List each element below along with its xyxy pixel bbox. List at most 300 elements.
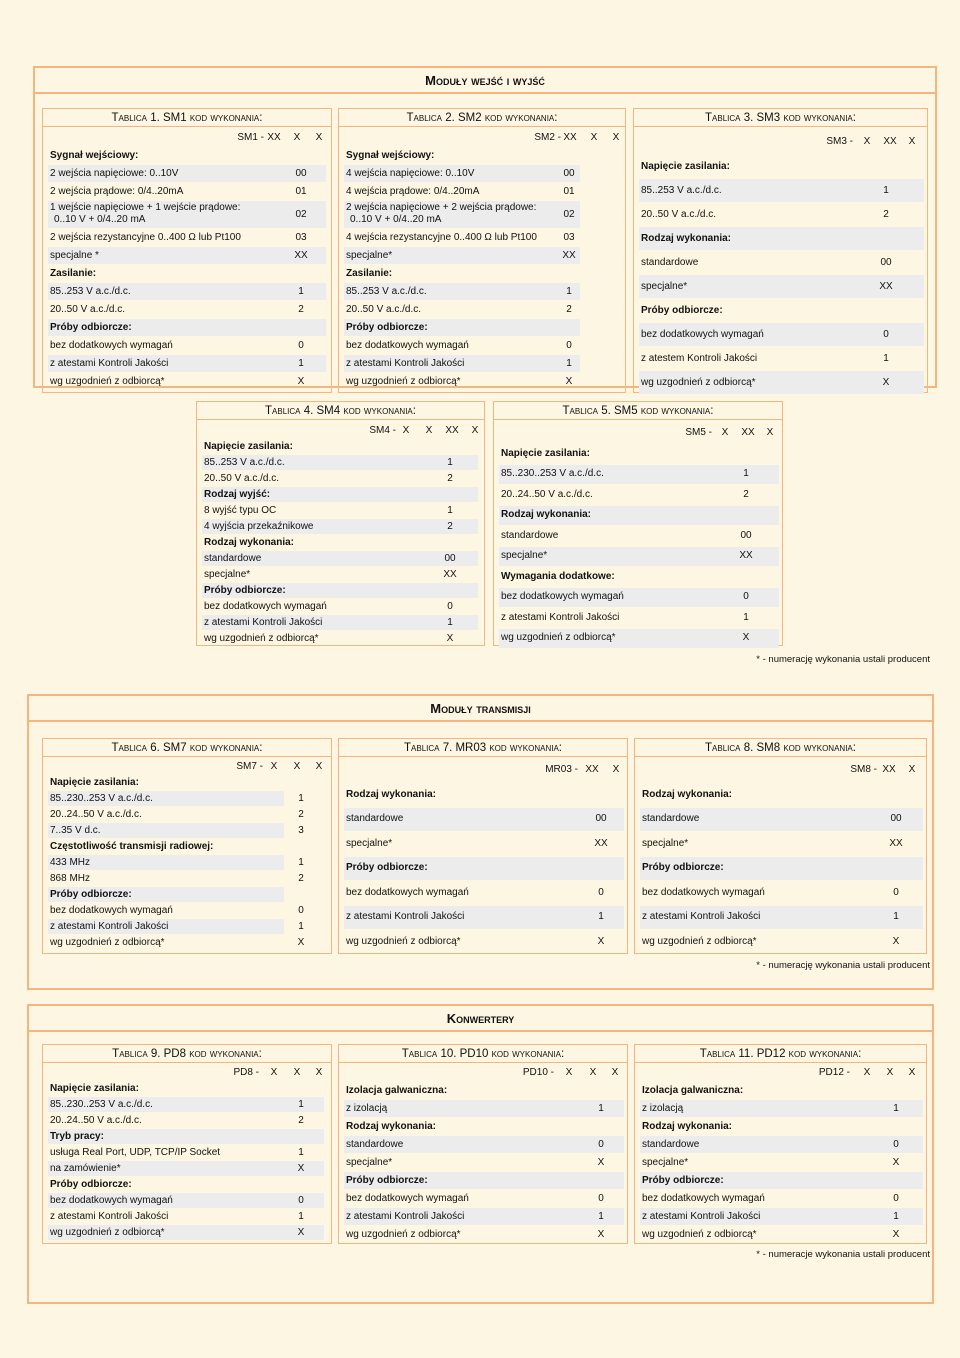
row-value: 1 [743,468,749,480]
code-row [339,761,629,779]
table-row [640,1190,923,1207]
row-label: specjalne * [50,249,99,261]
row-heading [202,439,478,454]
row-label: Próby odbiorcze: [642,862,724,874]
row-value: X [565,375,573,387]
table-row [344,355,580,372]
row-heading [640,1172,923,1189]
row-label: 85..253 V a.c./d.c. [346,285,427,297]
row-value: 1 [298,856,304,868]
code-position: X [863,1067,871,1078]
table-row [639,203,924,226]
row-label: Zasilanie: [346,267,393,279]
table-row [202,503,478,518]
table-row [48,301,326,318]
table-row [639,275,924,298]
row-label: Próby odbiorcze: [50,321,132,333]
table-title: Tablica 7. MR03 kod wykonania: [339,739,627,757]
row-value: 1 [598,1102,604,1114]
row-label: Rodzaj wykonania: [641,232,732,244]
row-value: 0 [298,1194,304,1206]
table-row [640,1226,923,1243]
code-position: X [565,1067,573,1078]
row-label: Tryb pracy: [50,1130,104,1142]
row-value: 00 [444,552,456,564]
table-row [639,371,924,394]
table-row [344,1208,624,1225]
table-row [344,1190,624,1207]
row-label: Napięcie zasilania: [50,776,139,788]
table-t6 [42,738,332,954]
table-title: Tablica 4. SM4 kod wykonania: [197,402,484,420]
table-row [344,930,624,954]
row-value: 0 [598,1192,604,1204]
row-label: Próby odbiorcze: [204,584,286,596]
row-label: standardowe [346,813,404,825]
row-label: 20..24..50 V a.c./d.c. [501,488,593,500]
row-label: 85..253 V a.c./d.c. [50,285,131,297]
code-label: SM1 - [237,132,264,143]
table-row [344,808,624,832]
table-row [344,201,580,228]
row-label: 1 wejście napięciowe + 1 wejście prądowe: [50,202,241,213]
table-title: Tablica 9. PD8 kod wykonania: [43,1045,331,1063]
row-label: specjalne* [641,280,688,292]
code-position: XX [445,425,459,436]
row-label: 2 wejścia prądowe: 0/4..20mA [50,185,184,197]
table-row [48,903,304,918]
row-label: Wymagania dodatkowe: [501,570,615,582]
row-value: 3 [298,824,304,836]
row-label: standardowe [501,529,559,541]
row-label: 85..253 V a.c./d.c. [641,184,722,196]
row-value: X [297,375,305,387]
table-row [48,247,326,264]
row-value: X [892,935,900,947]
row-value: 0 [598,1138,604,1150]
table-title: Tablica 6. SM7 kod wykonania: [43,739,331,757]
code-label: SM7 - [236,761,263,772]
row-label: bez dodatkowych wymagań [346,1192,469,1204]
table-t10 [338,1044,628,1244]
code-position: X [590,132,598,143]
row-label: z atestami Kontroli Jakości [501,611,620,623]
row-value: 03 [563,231,575,243]
row-label: bez dodatkowych wymagań [346,886,469,898]
row-value: 01 [295,185,307,197]
row-label: 20..50 V a.c./d.c. [50,303,126,315]
row-value: 00 [890,813,902,825]
table-row [499,547,779,567]
row-value: 00 [563,167,575,179]
row-value: 1 [447,616,453,628]
row-label: z izolacją [346,1102,388,1114]
row-label: Próby odbiorcze: [50,888,132,900]
row-label: wg uzgodnień z odbiorcą* [346,1228,461,1240]
code-position: XX [563,132,577,143]
code-position: X [315,1067,323,1078]
table-row [499,629,779,649]
row-value: 1 [743,611,749,623]
row-label: usługa Real Port, UDP, TCP/IP Socket [50,1146,221,1158]
code-row [634,133,929,151]
row-value: 2 [298,808,304,820]
table-row [640,1100,923,1117]
row-value: 1 [893,1102,899,1114]
table-row [344,1136,624,1153]
table-row [48,791,304,806]
row-heading [48,1177,324,1192]
row-heading [48,265,326,282]
row-value: 00 [740,529,752,541]
row-value: XX [879,280,893,292]
code-position: X [908,136,916,147]
row-label: z atestami Kontroli Jakości [642,911,761,923]
row-value: X [892,1156,900,1168]
code-position: XX [883,136,897,147]
row-label: bez dodatkowych wymagań [50,339,173,351]
row-value: 1 [598,1210,604,1222]
code-position: X [611,1067,619,1078]
row-heading [344,265,580,282]
table-row [640,930,923,954]
row-heading [344,783,624,807]
row-label: specjalne* [642,837,689,849]
row-label: Próby odbiorcze: [50,1178,132,1190]
row-heading [48,839,284,854]
row-label: Rodzaj wykonania: [642,1120,733,1132]
row-value: 2 [298,1114,304,1126]
row-label: wg uzgodnień z odbiorcą* [501,632,616,644]
row-value: X [597,1156,605,1168]
row-value: 1 [298,1210,304,1222]
row-label: 20..24..50 V a.c./d.c. [50,1114,142,1126]
row-value: 1 [298,1146,304,1158]
row-value: 2 [447,520,453,532]
row-label: Próby odbiorcze: [642,1174,724,1186]
row-label: na zamówienie* [50,1162,121,1174]
row-heading [48,775,284,790]
table-row [639,347,924,370]
row-label: wg uzgodnień z odbiorcą* [642,1228,757,1240]
table-row [640,881,923,905]
row-label: bez dodatkowych wymagań [642,1192,765,1204]
row-label: Sygnał wejściowy: [346,149,435,161]
row-heading [639,227,924,250]
row-value: 0 [566,339,572,351]
row-value: 03 [295,231,307,243]
table-row [48,1161,324,1176]
code-position: X [908,764,916,775]
table-title: Tablica 2. SM2 kod wykonania: [339,109,625,127]
code-position: XX [741,427,755,438]
row-heading [344,1082,624,1099]
code-position: X [908,1067,916,1078]
code-row [43,129,333,147]
row-label: specjalne* [346,1156,393,1168]
table-title: Tablica 10. PD10 kod wykonania: [339,1045,627,1063]
table-row [48,355,326,372]
row-label: Próby odbiorcze: [641,304,723,316]
row-heading [499,506,779,526]
row-value: 1 [447,504,453,516]
table-row [48,871,304,886]
table-t4 [196,401,485,646]
code-label: SM2 - [534,132,561,143]
code-position: X [293,132,301,143]
row-label: Napięcie zasilania: [641,160,730,172]
row-label: standardowe [642,813,700,825]
row-value: X [297,1226,305,1238]
section-title: Moduły wejść i wyjść [35,68,935,94]
table-row [344,832,624,856]
row-value: X [597,935,605,947]
row-value: 1 [566,357,572,369]
row-label: z izolacją [642,1102,684,1114]
table-row [344,1154,624,1171]
table-row [344,229,580,246]
row-label: z atestem Kontroli Jakości [641,352,758,364]
row-label: wg uzgodnień z odbiorcą* [346,935,461,947]
code-position: X [612,132,620,143]
table-row [48,283,326,300]
row-label: bez dodatkowych wymagań [204,600,327,612]
code-row [339,129,627,147]
row-label: Rodzaj wykonania: [642,788,733,800]
row-value: 02 [563,208,575,220]
row-value: 00 [295,167,307,179]
table-t8 [634,738,927,954]
row-heading [344,1118,624,1135]
row-value: 1 [893,1210,899,1222]
row-value: X [297,1162,305,1174]
row-label: z atestami Kontroli Jakości [50,357,169,369]
code-position: X [425,425,433,436]
row-value: XX [889,837,903,849]
table-row [640,808,923,832]
row-heading [202,583,478,598]
code-position: XX [267,132,281,143]
row-value: 0 [883,328,889,340]
code-row [43,758,333,776]
code-label: PD8 - [233,1067,259,1078]
table-t3 [633,108,928,393]
row-heading [640,1082,923,1099]
row-label: specjalne* [501,550,548,562]
row-label: bez dodatkowych wymagań [642,886,765,898]
table-row [48,935,305,950]
section-title: Konwertery [29,1006,932,1032]
code-position: X [315,132,323,143]
row-label-line2: 0..10 V + 0/4..20 mA [350,214,442,225]
table-row [202,567,478,582]
row-value: XX [443,568,457,580]
row-value: 0 [893,886,899,898]
code-position: X [766,427,774,438]
row-label: z atestami Kontroli Jakości [346,1210,465,1222]
table-row [202,455,478,470]
row-label: standardowe [204,552,262,564]
row-value: 00 [880,256,892,268]
table-row [48,165,326,182]
row-label: Izolacja galwaniczna: [642,1084,744,1096]
row-label: Napięcie zasilania: [501,447,590,459]
row-heading [344,1172,624,1189]
table-row [639,251,924,274]
row-value: 2 [566,303,572,315]
row-label: 85..230..253 V a.c./d.c. [50,792,153,804]
row-label: z atestami Kontroli Jakości [50,920,169,932]
row-label: wg uzgodnień z odbiorcą* [641,376,756,388]
row-label: wg uzgodnień z odbiorcą* [50,936,165,948]
table-row [344,373,580,390]
table-row [202,551,478,566]
row-value: XX [739,550,753,562]
row-value: X [882,376,890,388]
row-label: bez dodatkowych wymagań [50,1194,173,1206]
code-position: X [293,761,301,772]
row-label: specjalne* [204,568,251,580]
table-row [499,588,779,608]
footnote: * - numerację wykonania ustali producent [756,960,930,971]
row-value: 01 [563,185,575,197]
table-row [202,615,478,630]
code-position: X [270,1067,278,1078]
footnote: * - numeracje wykonania ustali producent [756,1249,930,1260]
row-heading [344,147,580,164]
row-label: bez dodatkowych wymagań [501,591,624,603]
row-value: 0 [298,339,304,351]
row-label: z atestami Kontroli Jakości [346,911,465,923]
code-row [635,1064,928,1082]
row-label-line2: 0..10 V + 0/4..20 mA [54,214,146,225]
table-row [640,832,923,856]
row-label: specjalne* [346,249,393,261]
row-label: bez dodatkowych wymagań [641,328,764,340]
table-title: Tablica 11. PD12 kod wykonania: [635,1045,926,1063]
row-value: 1 [447,456,453,468]
table-row [344,301,580,318]
row-value: 0 [893,1192,899,1204]
row-value: X [297,936,305,948]
row-heading [499,567,779,587]
row-heading [48,1081,324,1096]
row-value: 2 [298,303,304,315]
row-value: 0 [298,904,304,916]
code-label: SM3 - [826,136,853,147]
row-heading [48,1129,324,1144]
code-position: X [863,136,871,147]
code-position: X [293,1067,301,1078]
code-position: XX [882,764,896,775]
row-label: 20..50 V a.c./d.c. [346,303,422,315]
row-value: 1 [566,285,572,297]
row-value: 02 [295,208,307,220]
table-t11 [634,1044,927,1244]
row-heading [344,857,624,881]
table-row [48,1225,324,1240]
table-title: Tablica 1. SM1 kod wykonania: [43,109,331,127]
row-label: specjalne* [346,837,393,849]
row-heading [48,887,284,902]
row-label: z atestami Kontroli Jakości [346,357,465,369]
code-position: XX [585,764,599,775]
row-label: bez dodatkowych wymagań [50,904,173,916]
row-label: Napięcie zasilania: [50,1082,139,1094]
row-heading [639,155,924,178]
table-row [48,1113,324,1128]
table-row [48,201,326,228]
code-position: X [471,425,479,436]
table-row [48,337,326,354]
table-row [344,247,580,264]
code-row [197,422,486,440]
row-label: 20..50 V a.c./d.c. [641,208,717,220]
table-row [48,183,326,200]
row-label: Sygnał wejściowy: [50,149,139,161]
row-label: 20..24..50 V a.c./d.c. [50,808,142,820]
row-value: 2 [447,472,453,484]
code-position: X [589,1067,597,1078]
row-label: Próby odbiorcze: [346,862,428,874]
row-label: Rodzaj wyjść: [204,488,271,500]
table-row [48,855,304,870]
row-label: wg uzgodnień z odbiorcą* [642,935,757,947]
code-label: PD12 - [818,1067,850,1078]
table-title: Tablica 3. SM3 kod wykonania: [634,109,927,127]
table-row [344,881,624,905]
row-label: 4 wyjścia przekaźnikowe [204,520,314,532]
table-row [202,471,478,486]
row-label: 4 wejścia rezystancyjne 0..400 Ω lub Pt100 [346,231,537,243]
row-value: 1 [883,184,889,196]
table-row [48,1097,324,1112]
row-heading [499,444,779,464]
row-value: X [446,632,454,644]
code-row [494,424,784,442]
row-value: 1 [298,920,304,932]
row-label: Izolacja galwaniczna: [346,1084,448,1096]
table-row [48,229,326,246]
table-row [344,906,624,930]
row-label: 4 wejścia napięciowe: 0..10V [346,167,475,179]
row-value: 1 [298,285,304,297]
row-value: 2 [883,208,889,220]
row-value: 0 [447,600,453,612]
row-heading [640,783,923,807]
table-row [48,373,326,390]
row-value: X [742,632,750,644]
code-position: X [315,761,323,772]
row-label: Próby odbiorcze: [346,321,428,333]
row-label: z atestami Kontroli Jakości [204,616,323,628]
row-label: Zasilanie: [50,267,97,279]
row-label: Próby odbiorcze: [346,1174,428,1186]
table-row [499,485,779,505]
table-row [640,1154,923,1171]
table-row [344,283,580,300]
row-label: Rodzaj wykonania: [204,536,295,548]
footnote: * - numerację wykonania ustali producent [756,654,930,665]
row-value: XX [562,249,576,261]
table-t2 [338,108,626,393]
section-title: Moduły transmisji [29,696,932,722]
code-position: X [886,1067,894,1078]
table-row [48,919,304,934]
code-row [635,761,928,779]
row-value: X [597,1228,605,1240]
row-value: 00 [595,813,607,825]
